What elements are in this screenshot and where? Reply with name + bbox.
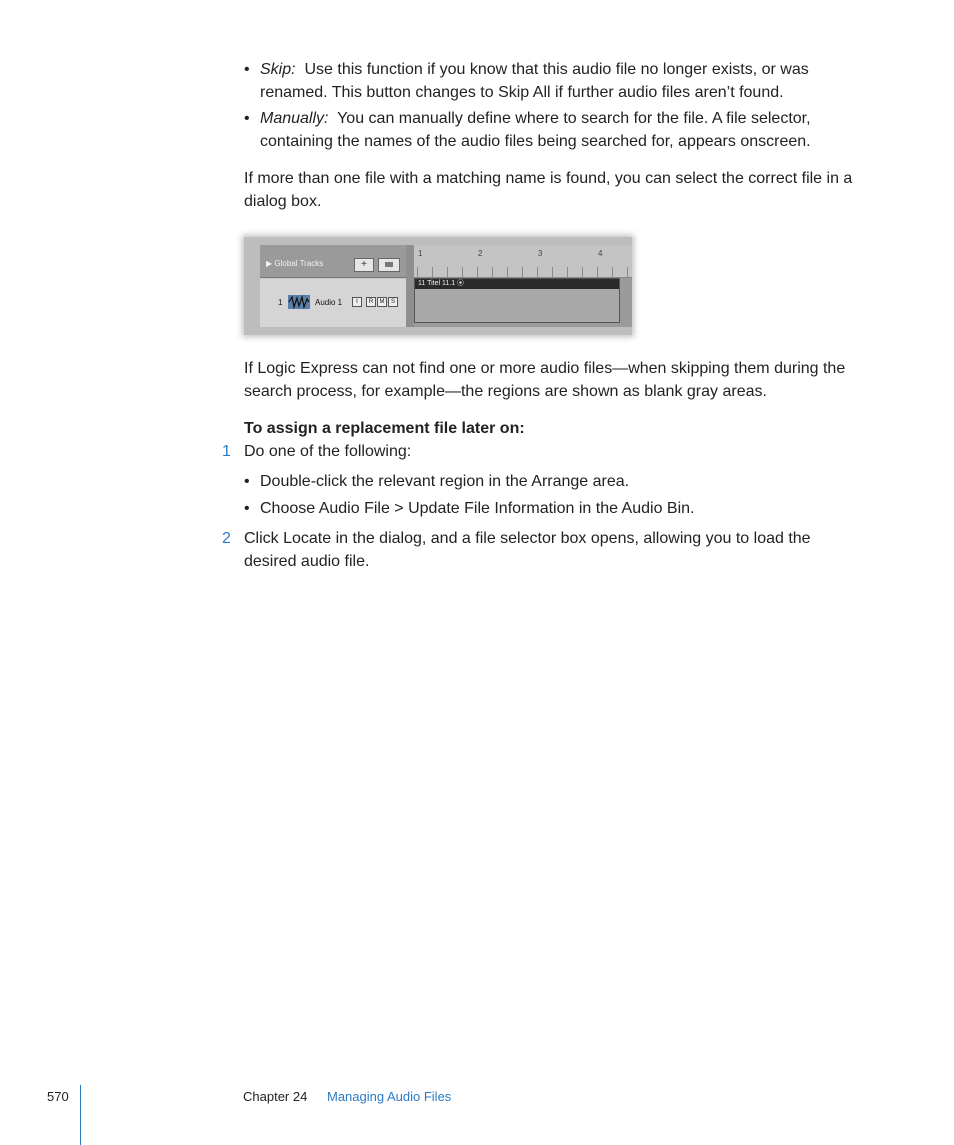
track-options-button [378, 258, 400, 272]
substep-text: Choose Audio File > Update File Information in the Audio Bin. [260, 500, 695, 517]
option-description: Use this function if you know that this audio file no longer exists, or was renamed. This button changes to Skip All if further audio files aren’t found. [260, 61, 809, 101]
option-term: Manually: [260, 110, 329, 127]
ruler-number: 1 [418, 249, 423, 258]
input-monitor-button: I [352, 297, 362, 307]
audio-track-row [260, 279, 406, 327]
chapter-title: Managing Audio Files [327, 1089, 452, 1104]
arrange-area [414, 278, 632, 327]
track-name: Audio 1 [315, 298, 343, 307]
task-heading: To assign a replacement file later on: [244, 420, 525, 437]
bullet: • [244, 500, 250, 517]
step-number: 2 [222, 530, 231, 547]
track-divider [406, 245, 414, 327]
step-number: 1 [222, 443, 231, 460]
record-enable-button: R [366, 297, 376, 307]
arrange-area-screenshot [244, 237, 632, 335]
step-text: Do one of the following: [244, 443, 412, 460]
bullet: • [244, 61, 250, 78]
region-name: 11 Titel 11.1 ⦿ [415, 279, 619, 289]
option-term: Skip: [260, 61, 296, 78]
audio-waveform-icon [288, 295, 310, 309]
step-text: Click Locate in the dialog, and a file selector box opens, allowing you to load the desired audio file. [244, 530, 811, 570]
solo-button: S [388, 297, 398, 307]
paragraph-matching-name: If more than one file with a matching name is found, you can select the correct file in a dialog box. [244, 170, 853, 210]
mute-button: M [377, 297, 387, 307]
blank-audio-region [414, 278, 620, 323]
ruler-number: 3 [538, 249, 543, 258]
ruler-number: 2 [478, 249, 483, 258]
global-tracks-row: ▶ Global Tracks + [260, 245, 406, 278]
add-track-button: + [354, 258, 374, 272]
track-list [260, 245, 406, 327]
option-description: You can manually define where to search for the file. A file selector, containing the names of the audio files being searched for, appears onscreen. [260, 110, 811, 150]
paragraph-missing-files: If Logic Express can not find one or more audio files—when skipping them during the search process, for example—the regions are shown as blank gray areas. [244, 360, 846, 400]
page-number: 570 [47, 1089, 69, 1104]
footer-divider [80, 1085, 81, 1145]
chapter-label: Chapter 24 [243, 1089, 308, 1104]
ruler-number: 4 [598, 249, 603, 258]
bar-ruler [414, 245, 632, 278]
track-number: 1 [278, 298, 283, 307]
bullet: • [244, 110, 250, 127]
bullet: • [244, 473, 250, 490]
substep-text: Double-click the relevant region in the Arrange area. [260, 473, 630, 490]
global-tracks-label: Global Tracks [274, 259, 324, 268]
